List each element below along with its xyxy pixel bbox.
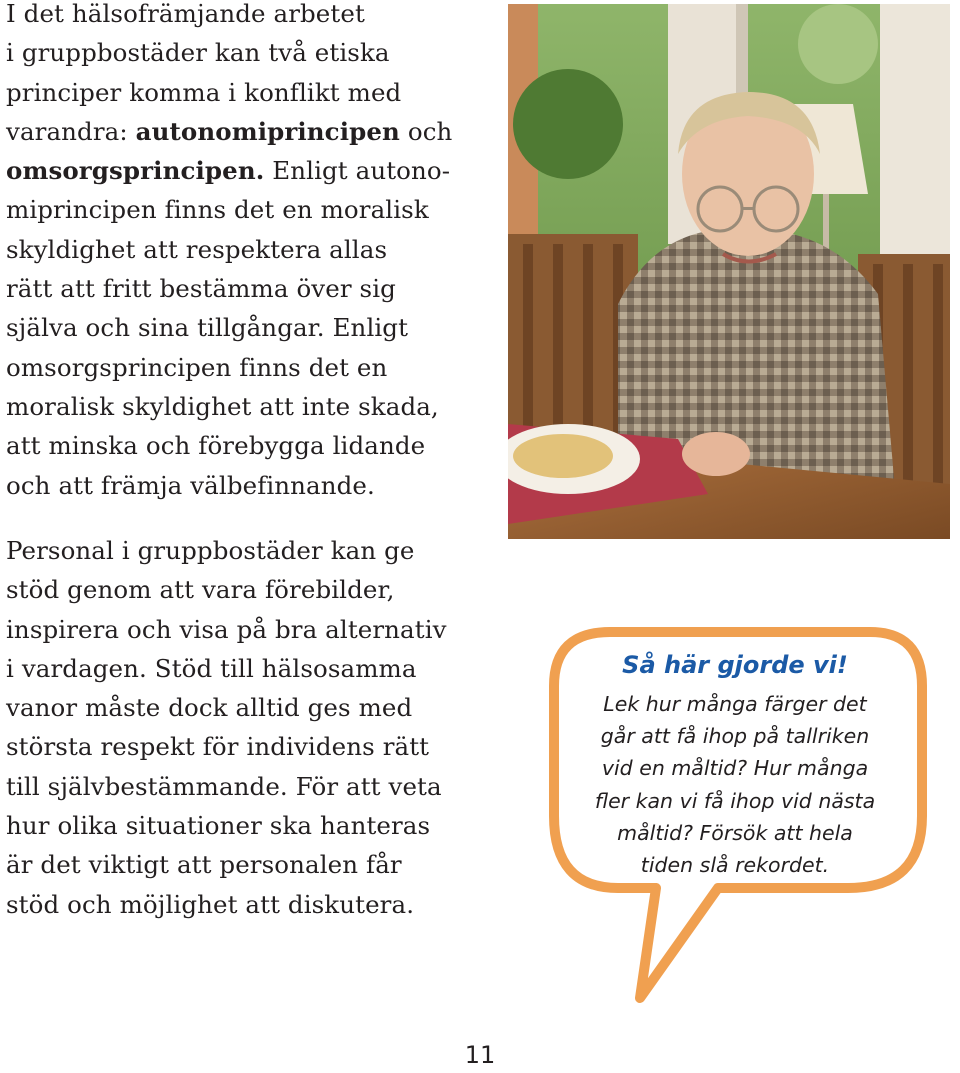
paragraph-line xyxy=(6,269,452,308)
paragraph-line: till självbestämmande. För att veta xyxy=(6,771,442,801)
text-run: Enligt autono- xyxy=(264,156,451,186)
text-run: varandra: xyxy=(6,116,136,146)
bold-term: omsorgsprincipen. xyxy=(6,156,265,186)
text-run: miprincipen finns det en moralisk xyxy=(6,195,429,225)
photo-woman-at-table xyxy=(508,4,950,539)
callout-line: fler kan vi få ihop vid nästa xyxy=(594,788,876,813)
paragraph-line xyxy=(6,190,452,229)
paragraph-line xyxy=(6,33,452,72)
paragraph-line: inspirera och visa på bra alternativ xyxy=(6,614,447,644)
text-run: principer komma i konflikt med xyxy=(6,77,402,107)
text-run: i gruppbostäder kan två etiska xyxy=(6,38,390,68)
paragraph-line xyxy=(6,73,452,112)
paragraph-line xyxy=(6,387,452,426)
paragraph-line xyxy=(6,230,452,269)
callout-line: vid en måltid? Hur många xyxy=(601,756,869,781)
paragraph-line xyxy=(6,0,452,33)
photo-illustration xyxy=(508,4,950,539)
bold-term: autonomiprincipen xyxy=(135,116,400,146)
paragraph-line: vanor måste dock alltid ges med xyxy=(6,693,413,723)
paragraph-line: stöd och möjlighet att diskutera. xyxy=(6,889,415,919)
callout-line: går att få ihop på tallriken xyxy=(600,724,870,749)
paragraph-line xyxy=(6,348,452,387)
callout-text xyxy=(565,648,905,881)
text-run: I det hälsofrämjande arbetet xyxy=(6,0,365,28)
text-run: och xyxy=(399,116,453,146)
paragraph-line xyxy=(6,112,452,151)
text-run: rätt att fritt bestämma över sig xyxy=(6,274,396,304)
paragraph-line: är det viktigt att personalen får xyxy=(6,850,402,880)
text-run: omsorgsprincipen finns det en xyxy=(6,352,388,382)
paragraph-line xyxy=(6,466,452,505)
paragraph-line: hur olika situationer ska hanteras xyxy=(6,811,431,841)
paragraph-line xyxy=(6,426,452,465)
paragraph-line: Personal i gruppbostäder kan ge xyxy=(6,536,415,565)
text-run: själva och sina tillgångar. Enligt xyxy=(6,313,409,343)
page-number: 11 xyxy=(464,1041,496,1069)
callout-title: Så här gjorde vi! xyxy=(622,651,848,679)
text-run: och att främja välbefinnande. xyxy=(6,470,375,500)
paragraph-ethics xyxy=(6,0,452,505)
callout-line: måltid? Försök att hela xyxy=(617,820,853,845)
paragraph-staff-support xyxy=(6,531,447,924)
paragraph-line: i vardagen. Stöd till hälsosamma xyxy=(6,653,417,683)
text-run: skyldighet att respektera allas xyxy=(6,234,388,264)
callout-line: tiden slå rekordet. xyxy=(640,853,830,878)
paragraph-line: största respekt för individens rätt xyxy=(6,732,430,762)
paragraph-line xyxy=(6,151,452,190)
text-run: att minska och förebygga lidande xyxy=(6,431,426,461)
paragraph-line: stöd genom att vara förebilder, xyxy=(6,575,395,605)
text-run: moralisk skyldighet att inte skada, xyxy=(6,391,439,421)
paragraph-line xyxy=(6,308,452,347)
callout-body xyxy=(565,688,905,881)
callout-line: Lek hur många färger det xyxy=(603,692,867,716)
